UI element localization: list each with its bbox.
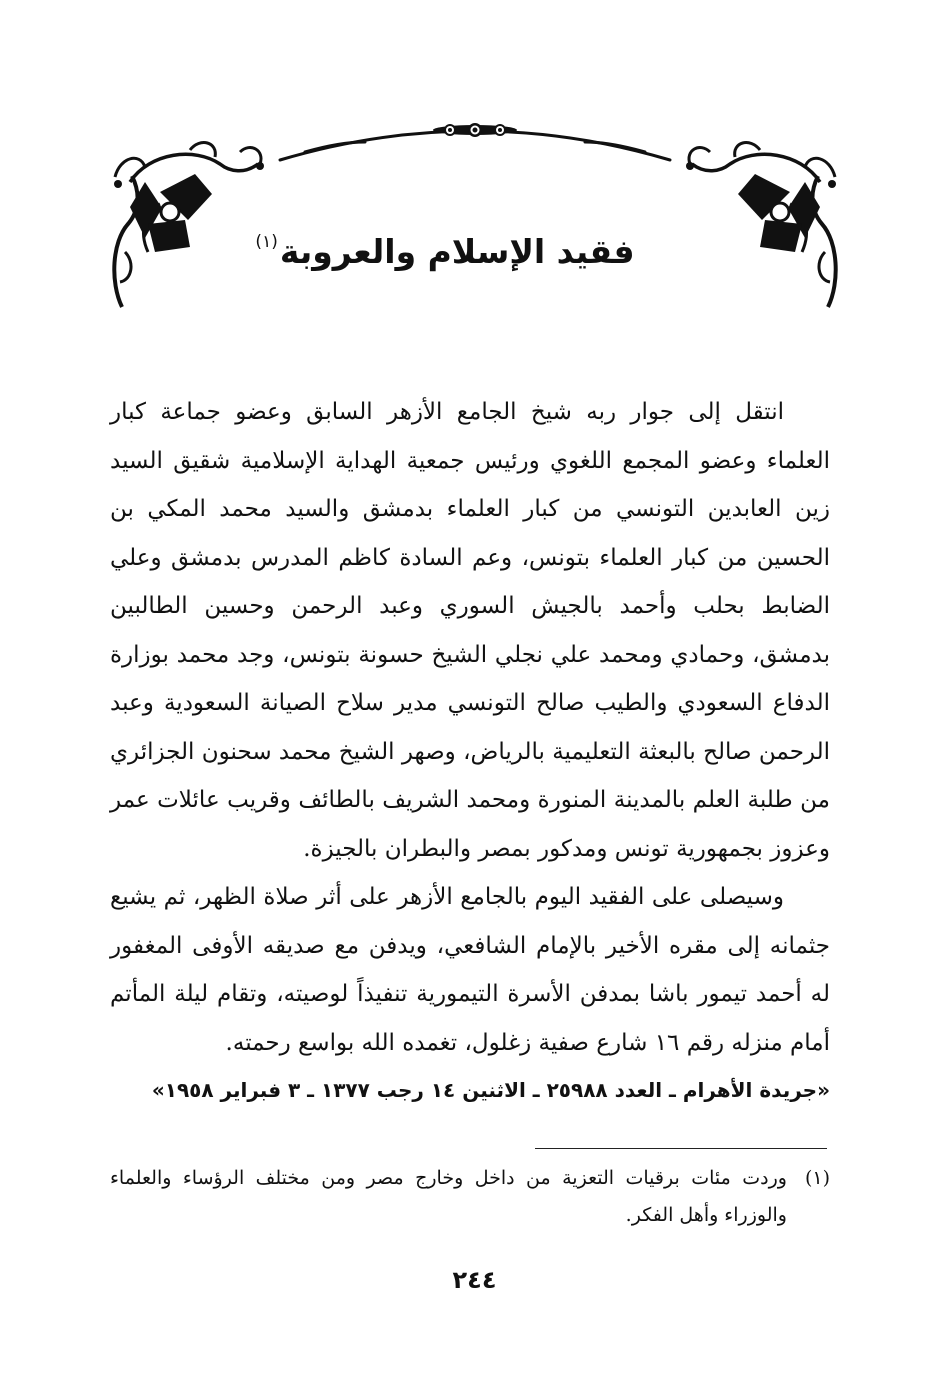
article-body — [110, 388, 830, 1067]
footnote — [110, 1160, 830, 1234]
arabesque-frame-icon — [100, 112, 850, 317]
paragraph-2: وسيصلى على الفقيد اليوم بالجامع الأزهر على أثر صلاة الظهر، ثم يشيع جثمانه إلى مقره الأخير بالإمام الشافعي، ويدفن مع صديقه الأوفى المغفور له أحمد تيمور باشا بمدفن الأسرة التيمورية تنفيذاً لوصيته، وتقام ليلة المأتم أمام منزله رقم ١٦ شارع صفية زغلول، تغمده الله بواسع رحمته. — [110, 884, 830, 1056]
title-footnote-ref: (١) — [255, 232, 278, 252]
footnote-divider — [535, 1148, 827, 1149]
title-text: فقيد الإسلام والعروبة — [279, 232, 635, 271]
page-title — [230, 232, 660, 271]
footnote-marker: (١) — [804, 1167, 830, 1189]
paragraph-1: انتقل إلى جوار ربه شيخ الجامع الأزهر السابق وعضو جماعة كبار العلماء وعضو المجمع اللغوي ورئيس جمعية الهداية الإسلامية شقيق السيد زين العابدين التونسي من كبار العلماء بدمشق والسيد محمد المكي بن الحسين من كبار العلماء بتونس، وعم السادة كاظم المدرس بدمشق وعلي الضابط بحلب وأحمد بالجيش السوري وعبد الرحمن وحسين الطالبين بدمشق، وحمادي ومحمد علي نجلي الشيخ حسونة بتونس، وجد محمد بوزارة الدفاع السعودي والطيب صالح التونسي مدير سلاح الصيانة السعودية وعبد الرحمن صالح بالبعثة التعليمية بالرياض، وصهر الشيخ محمد سحنون الجزائري من طلبة العلم بالمدينة المنورة ومحمد الشريف بالطائف وقريب عائلات عمر وعزوز بجمهورية تونس ومدكور بمصر والبطران بالجيزة. — [110, 399, 830, 862]
source-citation: «جريدة الأهرام ـ العدد ٢٥٩٨٨ ـ الاثنين ١٤ رجب ١٣٧٧ ـ ٣ فبراير ١٩٥٨» — [151, 1078, 830, 1102]
footnote-text: وردت مئات برقيات التعزية من داخل وخارج مصر ومن مختلف الرؤساء والعلماء والوزراء وأهل الفكر. — [110, 1167, 787, 1226]
page-number: ٢٤٤ — [452, 1266, 497, 1294]
